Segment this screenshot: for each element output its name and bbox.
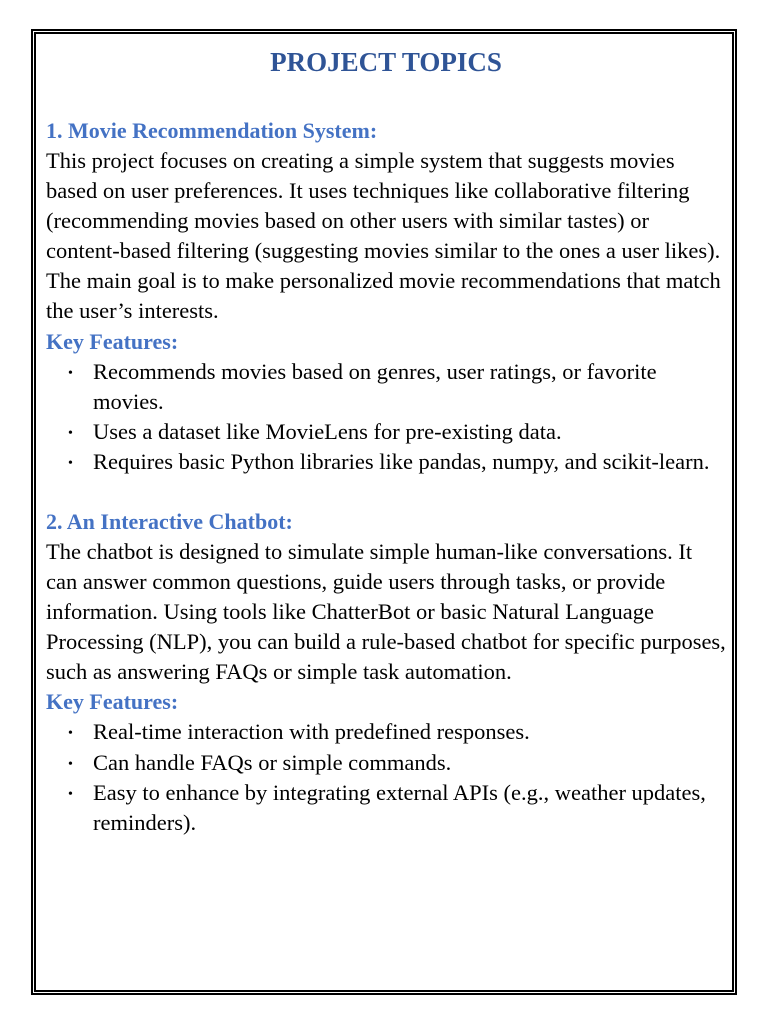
list-item-text: Easy to enhance by integrating external APIs (e.g., weather updates, reminders). [93, 779, 706, 835]
features-heading: Key Features: [46, 328, 179, 354]
bullet-icon: • [68, 425, 73, 441]
features-list [46, 717, 726, 837]
list-item [46, 778, 726, 838]
list-item [46, 748, 726, 778]
bullet-icon: • [68, 786, 73, 802]
section-interactive-chatbot [46, 507, 726, 838]
list-item [46, 417, 726, 447]
page-title: PROJECT TOPICS [270, 47, 502, 77]
section-heading: 2. An Interactive Chatbot: [46, 508, 293, 534]
bullet-icon: • [68, 365, 73, 381]
bullet-icon: • [68, 756, 73, 772]
features-heading: Key Features: [46, 689, 179, 715]
list-item [46, 447, 726, 477]
list-item-text: Real-time interaction with predefined responses. [93, 719, 530, 745]
list-item-text: Recommends movies based on genres, user ratings, or favorite movies. [93, 358, 657, 414]
section-heading: 1. Movie Recommendation System: [46, 118, 378, 143]
list-item-text: Can handle FAQs or simple commands. [93, 749, 452, 775]
list-item-text: Uses a dataset like MovieLens for pre-existing data. [93, 418, 562, 444]
features-list [46, 357, 726, 477]
list-item [46, 357, 726, 417]
section-body: The chatbot is designed to simulate simple human-like conversations. It can answer common questions, guide users through tasks, or provide information. Using tools like ChatterBot or basic Natural Language Processing (NLP), you can build a rule-based chatbot for specific purposes, such as answering FAQs or simple task automation. [46, 538, 726, 685]
section-movie-recommendation [46, 116, 726, 477]
list-item [46, 717, 726, 747]
list-item-text: Requires basic Python libraries like pandas, numpy, and scikit-learn. [93, 448, 710, 474]
bullet-icon: • [68, 726, 73, 742]
section-body: This project focuses on creating a simple system that suggests movies based on user preferences. It uses techniques like collaborative filtering (recommending movies based on other users with similar tastes) or content-based filtering (suggesting movies similar to the ones a user likes). The main goal is to make personalized movie recommendations that match the user’s interests. [46, 148, 721, 324]
bullet-icon: • [68, 455, 73, 471]
document-content [46, 40, 726, 838]
